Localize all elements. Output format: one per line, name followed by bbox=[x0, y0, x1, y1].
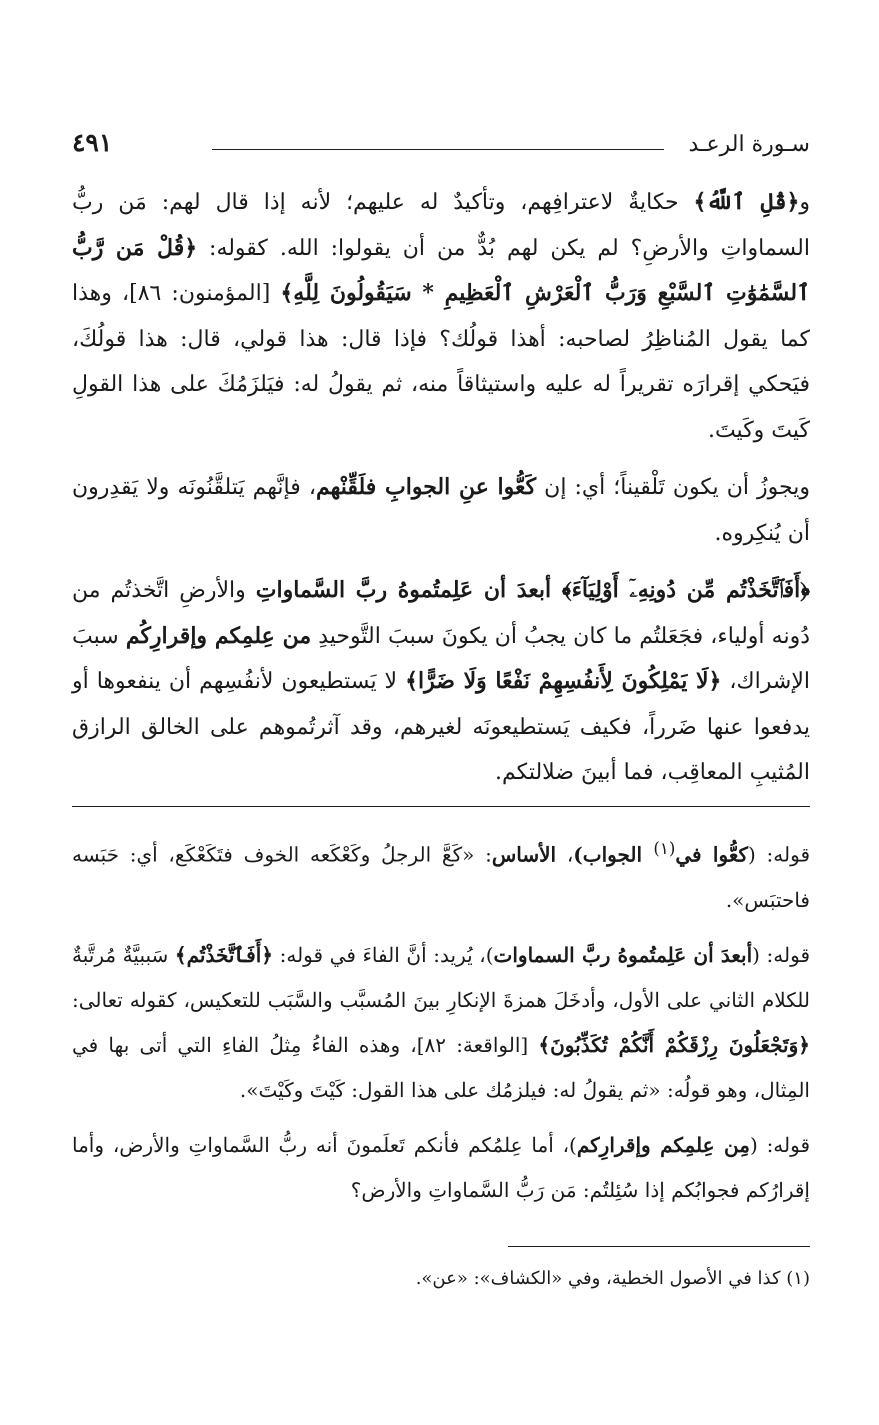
bold-phrase: الجواب) bbox=[573, 842, 654, 867]
bold-phrase: كَعُّوا عنِ الجوابِ فلَقِّنْهم bbox=[315, 474, 537, 500]
text-span: والأرضِ اتَّخذتُم من دُونه أولياء، فجَعَلتُم ما كان يجبُ أن يكونَ سببَ التَّوحيدِ bbox=[72, 578, 810, 649]
text-span: و bbox=[799, 190, 810, 215]
text-span: قوله: ( bbox=[752, 942, 811, 967]
footnote-ref: (١) bbox=[653, 839, 676, 858]
text-span: ، bbox=[556, 842, 574, 867]
text-span: حكايةٌ لاعترافِهم، وتأكيدٌ له عليهم؛ لأنه إذا قال لهم: مَن ربُّ السماواتِ والأرضِ؟ لم يكن لهم بُدٌّ من أن يقولوا: الله. كقوله: bbox=[72, 190, 810, 261]
text-span: ، فإنَّهم يَتلقَّنُونَه ولا يَقدِرون أن يُنكِروه. bbox=[72, 475, 810, 546]
text-span: ويجوزُ أن يكون تَلْقيناً؛ أي: إن bbox=[536, 475, 810, 500]
text-span: )، يُريد: أنَّ الفاءَ في قوله: bbox=[273, 942, 494, 967]
note-2 bbox=[72, 933, 810, 1113]
text-span: لا يَستطيعون لأنفُسِهم أن ينفعوها أو يدفعوا عنها ضَرراً، فكيف يَستطيعونَه لغيرهم، وقد آثرتُموهم على الخالق الرازق المُثيبِ المعاقِب، فما أبينَ ضلالتكم. bbox=[72, 669, 810, 785]
paragraph-1 bbox=[72, 180, 810, 453]
main-text bbox=[72, 180, 810, 808]
quran-quote: ﴿وَتَجْعَلُونَ رِزْقَكُمْ أَنَّكُمْ تُكَذِّبُونَ﴾ bbox=[538, 1032, 811, 1057]
bold-phrase: كعُّوا في bbox=[675, 842, 748, 867]
text-span: قوله: ( bbox=[748, 842, 811, 867]
quran-quote: ﴿أَفَٱتَّخَذْتُم﴾ bbox=[174, 942, 274, 967]
quran-quote: ﴿قُلْ مَن رَّبُّ ٱلسَّمَٰوَٰتِ ٱلسَّبْعِ وَرَبُّ ٱلْعَرْشِ ٱلْعَظِيمِ * سَيَقُولُونَ لِلَّهِ﴾ bbox=[72, 234, 811, 306]
footnote-rule bbox=[508, 1246, 810, 1247]
bold-phrase: الأساس bbox=[491, 842, 557, 867]
quran-quote: ﴿قُلِ ٱللَّهُ﴾ bbox=[693, 189, 800, 215]
paragraph-3 bbox=[72, 568, 810, 796]
bold-phrase: مِن عِلمِكم وإقرارِكم bbox=[576, 1132, 750, 1157]
note-1 bbox=[72, 826, 810, 923]
bold-phrase: من عِلمِكم وإقرارِكُم bbox=[125, 622, 312, 649]
note-3 bbox=[72, 1123, 810, 1213]
footnote: (١) كذا في الأصول الخطية، وفي «الكشاف»: «عن». bbox=[415, 1268, 810, 1289]
text-span: قوله: ( bbox=[749, 1132, 811, 1157]
page-header bbox=[72, 128, 810, 168]
text-span: )، أما عِلمُكم فأنكم تَعلَمونَ أنه ربُّ السَّماواتِ والأرض، وأما إقرارُكم فجوابُكم إذا سُئِلتُم: مَن رَبُّ السَّماواتِ والأرض؟ bbox=[72, 1132, 810, 1202]
commentary-notes bbox=[72, 826, 810, 1223]
text-span: سَببيَّةٌ مُرتَّبةٌ للكلام الثاني على الأول، وأدخَلَ همزةَ الإنكارِ بينَ المُسبَّب والسَّبَب للتعكيس، كقوله تعالى: bbox=[72, 942, 810, 1012]
text-span: سببَ الإشراك، bbox=[72, 623, 810, 694]
quran-quote: ﴿أَفَٱتَّخَذْتُم مِّن دُونِهِۦٓ أَوْلِيَآءَ﴾ bbox=[561, 577, 811, 603]
commentary-divider bbox=[72, 806, 810, 807]
quran-quote: ﴿لَا يَمْلِكُونَ لِأَنفُسِهِمْ نَفْعًا وَلَا ضَرًّا﴾ bbox=[405, 668, 722, 694]
bold-phrase: أبعدَ أن عَلِمتُموهُ ربَّ السَّماواتِ bbox=[255, 577, 562, 603]
text-span: : «كَعَّ الرجلُ وكَعْكَعه الخوف فتَكَعْكَع، أي: حَبَسه فاحتبَس». bbox=[72, 842, 810, 912]
text-span: [الواقعة: ٨٢]، وهذه الفاءُ مِثلُ الفاءِ التي أتى بها في المِثال، وهو قولُه: «ثم يقولُ له: فيلزمُك على هذا القول: كَيْتَ وكَيْتَ». bbox=[72, 1032, 810, 1102]
page-number: ٤٩١ bbox=[72, 128, 113, 157]
text-span: [المؤمنون: ٨٦]، وهذا كما يقول المُناظِرُ لصاحبه: أهذا قولُك؟ فإذا قال: هذا قولي، قال: هذا قولُكَ، فيَحكي إقرارَه تقريراً له عليه واستيثاقاً منه، ثم يقولُ له: فيَلزَمُكَ على هذا القولِ كَيتَ وكَيتَ. bbox=[72, 281, 810, 443]
paragraph-2 bbox=[72, 465, 810, 556]
header-rule bbox=[212, 149, 664, 150]
surah-title: سـورة الرعـد bbox=[688, 132, 810, 157]
bold-phrase: أبعدَ أن عَلِمتُموهُ ربَّ السماوات bbox=[493, 942, 753, 967]
